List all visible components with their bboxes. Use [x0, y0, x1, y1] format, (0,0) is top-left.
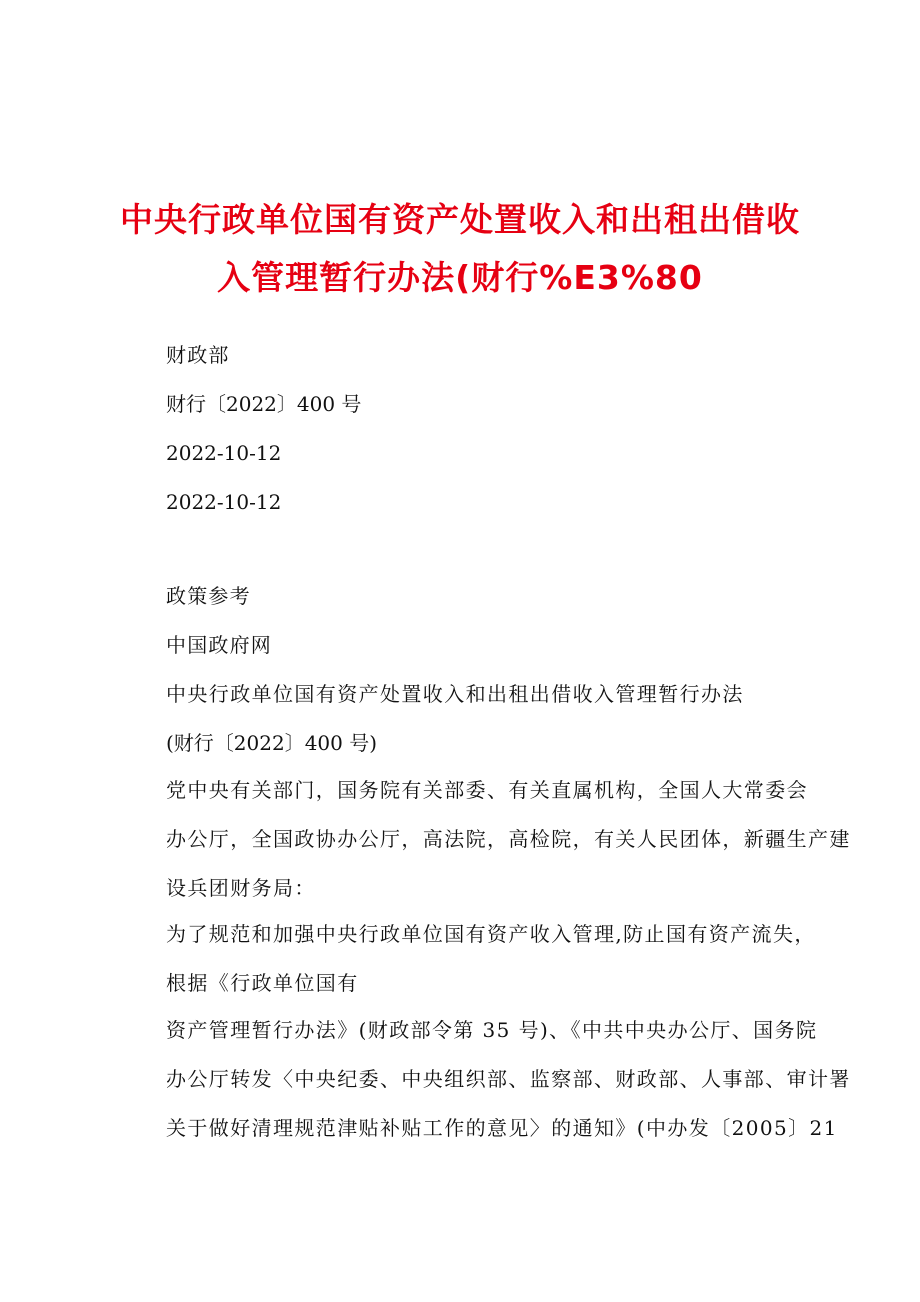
paragraph-line: 为了规范和加强中央行政单位国有资产收入管理,防止国有资产流失，	[166, 922, 816, 946]
paragraph-line: 资产管理暂行办法》(财政部令第 35 号)、《中共中央办公厅、国务院	[166, 1018, 818, 1042]
recipients-line: 设兵团财务局：	[166, 876, 316, 900]
full-title: 中央行政单位国有资产处置收入和出租出借收入管理暂行办法	[166, 682, 744, 706]
document-title-line-2: 入管理暂行办法(财行%E3%80	[217, 258, 703, 297]
paragraph-line: 根据《行政单位国有	[166, 971, 359, 995]
date-1: 2022-10-12	[166, 441, 282, 465]
recipients-line: 办公厅，全国政协办公厅，高法院，高检院，有关人民团体，新疆生产建	[166, 827, 851, 851]
recipients-line: 党中央有关部门，国务院有关部委、有关直属机构，全国人大常委会	[166, 778, 808, 802]
doc-number: 财行〔2022〕400 号	[166, 392, 362, 416]
date-2: 2022-10-12	[166, 490, 282, 514]
paragraph-line: 办公厅转发〈中央纪委、中央组织部、监察部、财政部、人事部、审计署	[166, 1067, 851, 1091]
category-label: 政策参考	[166, 584, 251, 608]
doc-number-paren: (财行〔2022〕400 号)	[166, 731, 378, 755]
issuer: 财政部	[166, 343, 230, 367]
source-site: 中国政府网	[166, 633, 272, 657]
paragraph-line: 关于做好清理规范津贴补贴工作的意见〉的通知》(中办发〔2005〕21	[166, 1116, 838, 1140]
document-title-line-1: 中央行政单位国有资产处置收入和出租出借收	[120, 200, 800, 239]
